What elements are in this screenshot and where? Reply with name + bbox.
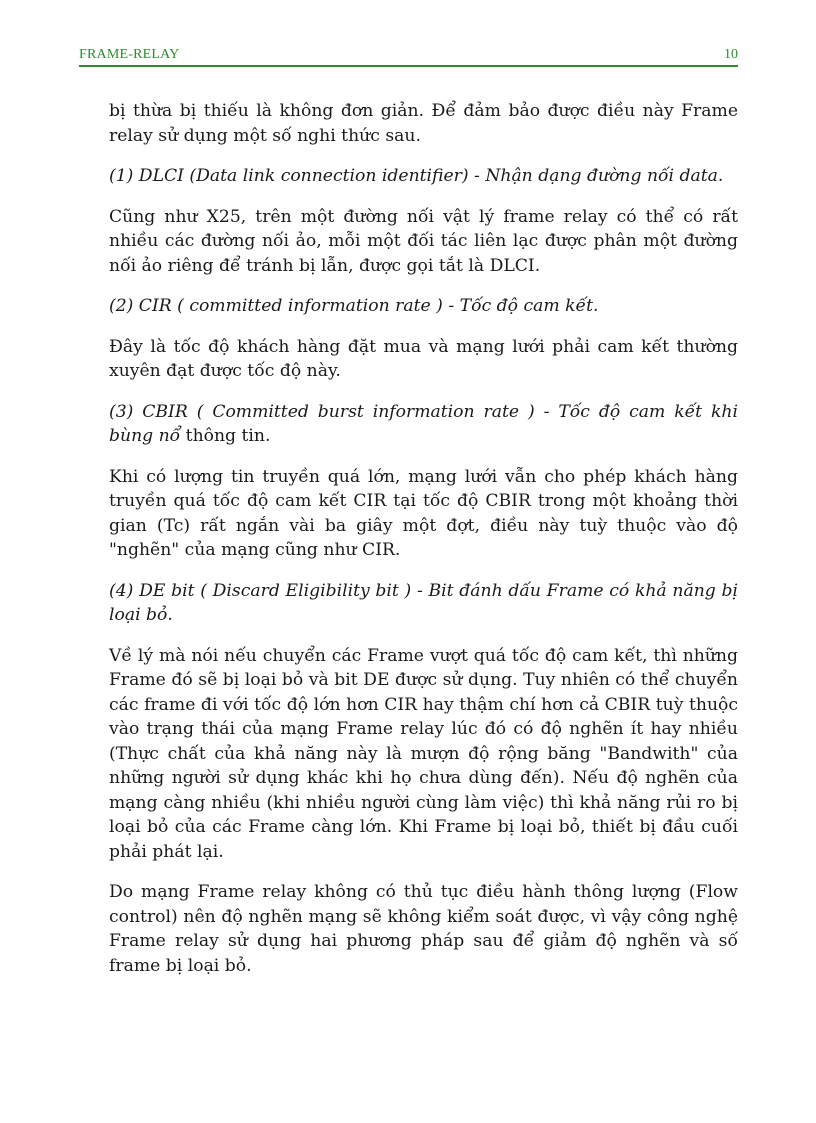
heading-cir: (2) CIR ( committed information rate ) - Tốc độ cam kết. [109, 296, 599, 316]
paragraph-intro: bị thừa bị thiếu là không đơn giản. Để đảm bảo được điều này Frame relay sử dụng một số nghi thức sau. [109, 101, 738, 146]
heading-cbir-block [109, 400, 738, 449]
paragraph-dlci: Cũng như X25, trên một đường nối vật lý frame relay có thể có rất nhiều các đường nối ảo, mỗi một đối tác liên lạc được phân một đường nối ảo riêng để tránh bị lẫn, được gọi tắt là DLCI. [109, 206, 738, 276]
heading-de-bit: (4) DE bit ( Discard Eligibility bit ) - Bit đánh dấu Frame có khả năng bị loại bỏ. [109, 580, 738, 625]
heading-cbir-suffix: thông tin. [180, 426, 271, 446]
paragraph-cir: Đây là tốc độ khách hàng đặt mua và mạng lưới phải cam kết thường xuyên đạt được tốc độ này. [109, 336, 738, 381]
paragraph-cbir: Khi có lượng tin truyền quá lớn, mạng lưới vẫn cho phép khách hàng truyền quá tốc độ cam kết CIR tại tốc độ CBIR trong một khoảng thời gian (Tc) rất ngắn vài ba giây một đợt, điều này tuỳ thuộc vào độ "nghẽn" của mạng cũng như CIR. [109, 466, 738, 560]
paragraph-de-bit: Về lý mà nói nếu chuyển các Frame vượt quá tốc độ cam kết, thì những Frame đó sẽ bị loại bỏ và bit DE được sử dụng. Tuy nhiên có thể chuyển các frame đi với tốc độ lớn hơn CIR hay thậm chí hơn cả CBIR tuỳ thuộc vào trạng thái của mạng Frame relay lúc đó có độ nghẽn ít hay nhiều (Thực chất của khả năng này là mượn độ rộng băng "Bandwith" của những người sử dụng khác khi họ chưa dùng đến). Nếu độ nghẽn của mạng càng nhiều (khi nhiều người cùng làm việc) thì khả năng rủi ro bị loại bỏ của các Frame càng lớn. Khi Frame bị loại bỏ, thiết bị đầu cuối phải phát lại. [109, 645, 738, 862]
paragraph-flow-control: Do mạng Frame relay không có thủ tục điều hành thông lượng (Flow control) nên độ nghẽn mạng sẽ không kiểm soát được, vì vậy công nghệ Frame relay sử dụng hai phương pháp sau để giảm độ nghẽn và số frame bị loại bỏ. [109, 882, 738, 976]
heading-cbir: (3) CBIR ( Committed burst information rate ) - Tốc độ cam kết khi bùng nổ [109, 401, 738, 446]
header-title: FRAME-RELAY [79, 47, 180, 62]
page-number: 10 [724, 47, 738, 62]
heading-dlci: (1) DLCI (Data link connection identifier) - Nhận dạng đường nối data. [109, 166, 724, 186]
page-header [79, 47, 738, 67]
page-body [109, 99, 738, 978]
